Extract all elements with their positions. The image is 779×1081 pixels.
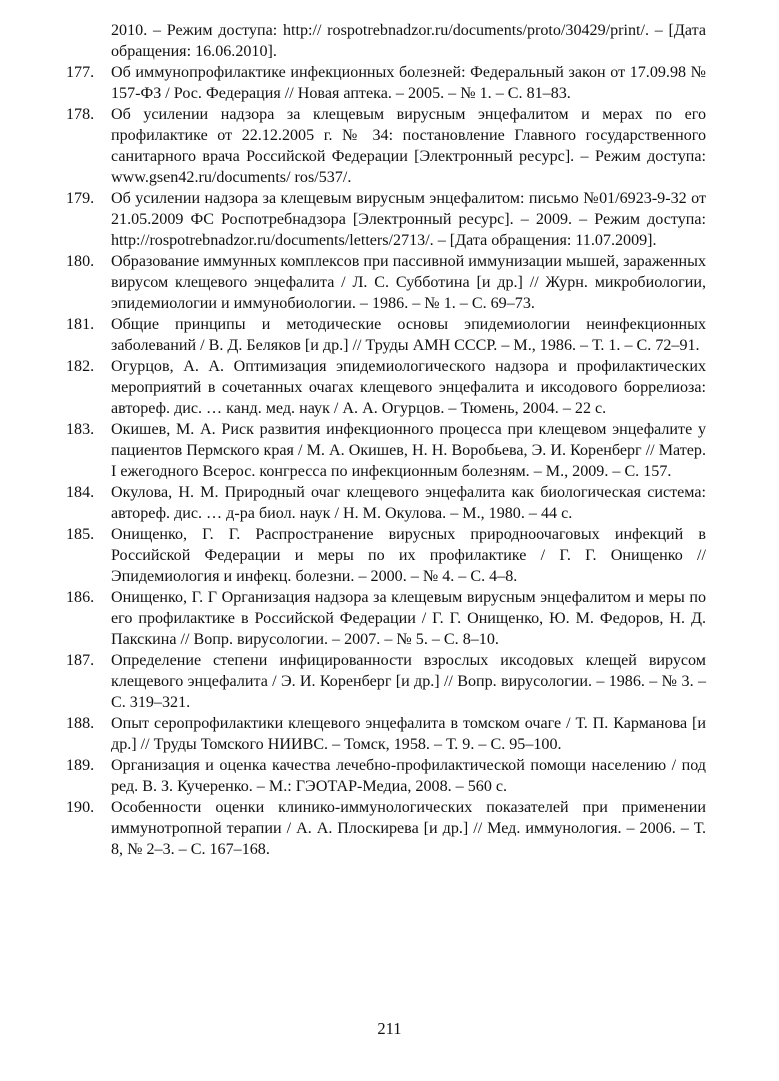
reference-number: 186.	[66, 589, 95, 606]
reference-item	[66, 524, 706, 587]
reference-number: 184.	[66, 484, 95, 501]
reference-item	[66, 251, 706, 314]
reference-number: 180.	[66, 253, 95, 270]
reference-text: Огурцов, А. А. Оптимизация эпидемиологического надзора и профилактических мероприятий в сочетанных очагах клещевого энцефалита и иксодового боррелиоза: автореф. дис. … канд. мед. наук / А. А. Огурцов. – Тюмень, 2004. – 22 с.	[111, 358, 706, 417]
reference-text: Онищенко, Г. Г Организация надзора за клещевым вирусным энцефалитом и меры по его профилактике в Российской Федерации / Г. Г. Онищенко, Ю. М. Федоров, Н. Д. Пакскина // Вопр. вирусологии. – 2007. – № 5. – С. 8–10.	[111, 589, 706, 648]
reference-number: 183.	[66, 421, 95, 438]
reference-item	[66, 419, 706, 482]
reference-list	[66, 20, 706, 860]
reference-number: 189.	[66, 757, 95, 774]
reference-number: 188.	[66, 715, 95, 732]
reference-text: Об иммунопрофилактике инфекционных болезней: Федеральный закон от 17.09.98 № 157-ФЗ / Рос. Федерация // Новая аптека. – 2005. – № 1. – С. 81–83.	[111, 64, 706, 102]
reference-number: 190.	[66, 799, 95, 816]
reference-items	[66, 62, 706, 860]
reference-text: Окишев, М. А. Риск развития инфекционного процесса при клещевом энцефалите у пациентов Пермского края / М. А. Окишев, Н. Н. Воробьева, Э. И. Коренберг // Матер. I ежегодного Всерос. конгресса по инфекционным болезням. – М., 2009. – С. 157.	[111, 421, 706, 480]
reference-number: 182.	[66, 358, 95, 375]
reference-item	[66, 62, 706, 104]
reference-text: Об усилении надзора за клещевым вирусным энцефалитом: письмо №01/6923-9-32 от 21.05.2009 ФС Роспотребнадзора [Электронный ресурс]. – 2009. – Режим доступа: http://rospotrebnadzor.ru/documents/letters/2713/. – [Дата обращения: 11.07.2009].	[111, 190, 706, 249]
reference-item	[66, 755, 706, 797]
reference-item	[66, 797, 706, 860]
page-number: 211	[377, 1019, 402, 1038]
reference-number: 179.	[66, 190, 95, 207]
reference-text: Организация и оценка качества лечебно-профилактической помощи населению / под ред. В. З. Кучеренко. – М.: ГЭОТАР-Медиа, 2008. – 560 с.	[111, 757, 706, 795]
reference-item	[66, 188, 706, 251]
reference-text: Об усилении надзора за клещевым вирусным энцефалитом и мерах по его профилактике от 22.12.2005 г. № 34: постановление Главного государственного санитарного врача Российской Федерации [Электронный ресурс]. – Режим доступа: www.gsen42.ru/documents/ ros/537/.	[111, 106, 706, 186]
reference-text: Определение степени инфицированности взрослых иксодовых клещей вирусом клещевого энцефалита / Э. И. Коренберг [и др.] // Вопр. вирусологии. – 1986. – № 3. – С. 319–321.	[111, 652, 706, 711]
reference-text: Общие принципы и методические основы эпидемиологии неинфекционных заболеваний / В. Д. Беляков [и др.] // Труды АМН СССР. – М., 1986. – Т. 1. – С. 72–91.	[111, 316, 706, 354]
reference-number: 187.	[66, 652, 95, 669]
reference-item	[66, 713, 706, 755]
reference-item	[66, 104, 706, 188]
reference-item	[66, 482, 706, 524]
reference-number: 185.	[66, 526, 95, 543]
reference-text: Образование иммунных комплексов при пассивной иммунизации мышей, зараженных вирусом клещевого энцефалита / Л. С. Субботина [и др.] // Журн. микробиологии, эпидемиологии и иммунобиологии. – 1986. – № 1. – С. 69–73.	[111, 253, 706, 312]
reference-item	[66, 356, 706, 419]
reference-text: Окулова, Н. М. Природный очаг клещевого энцефалита как биологическая система: автореф. дис. … д-ра биол. наук / Н. М. Окулова. – М., 1980. – 44 с.	[111, 484, 706, 522]
reference-number: 181.	[66, 316, 95, 333]
reference-item	[66, 587, 706, 650]
reference-continuation: 2010. – Режим доступа: http:// rospotrebnadzor.ru/documents/proto/30429/print/. – [Дата обращения: 16.06.2010].	[111, 22, 706, 60]
reference-item	[66, 314, 706, 356]
reference-text: Онищенко, Г. Г. Распространение вирусных природноочаговых инфекций в Российской Федерации и меры по их профилактике / Г. Г. Онищенко // Эпидемиология и инфекц. болезни. – 2000. – № 4. – С. 4–8.	[111, 526, 706, 585]
reference-number: 178.	[66, 106, 95, 123]
reference-number: 177.	[66, 64, 95, 81]
reference-text: Опыт серопрофилактики клещевого энцефалита в томском очаге / Т. П. Карманова [и др.] // Труды Томского НИИВС. – Томск, 1958. – Т. 9. – С. 95–100.	[111, 715, 706, 753]
reference-text: Особенности оценки клинико-иммунологических показателей при применении иммунотропной терапии / А. А. Плоскирева [и др.] // Мед. иммунология. – 2006. – Т. 8, № 2–3. – С. 167–168.	[111, 799, 706, 858]
reference-item	[66, 650, 706, 713]
